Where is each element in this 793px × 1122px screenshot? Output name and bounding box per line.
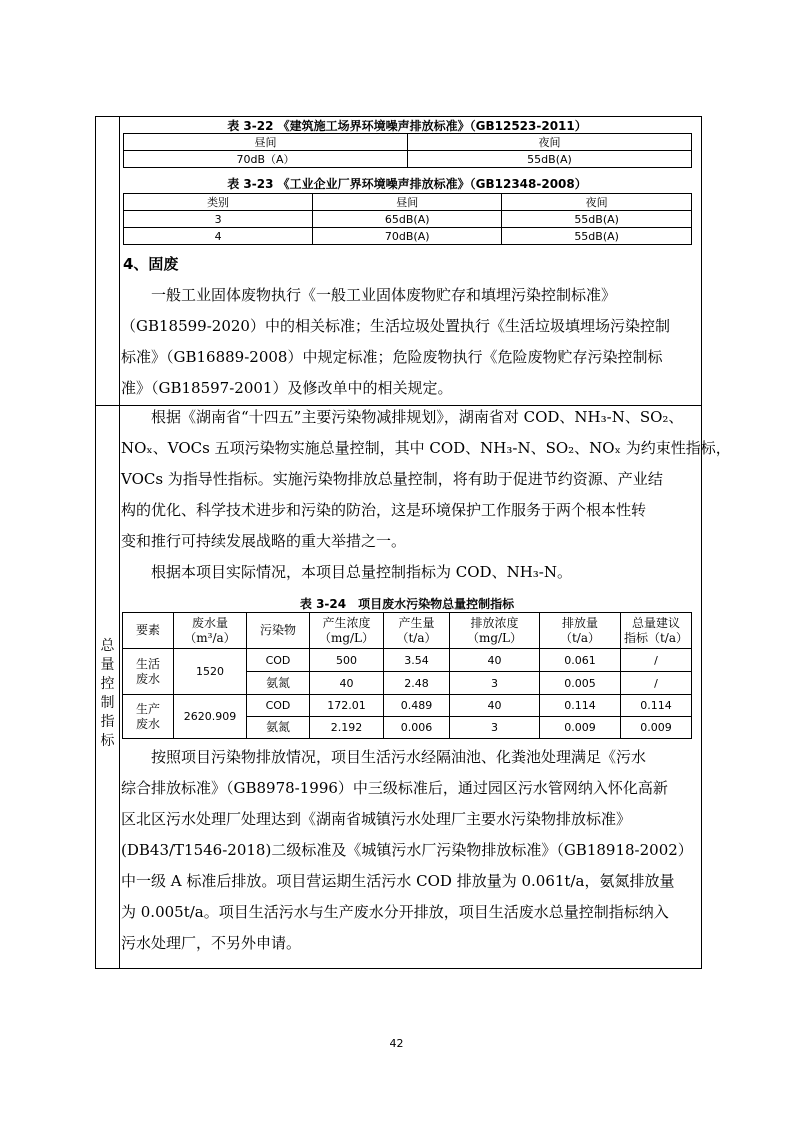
table-row bbox=[123, 649, 692, 672]
table-cell: 4 bbox=[124, 228, 313, 245]
table-header: 类别 bbox=[124, 194, 313, 211]
table-3-23-caption: 表 3-23 《工业企业厂界环境噪声排放标准》（GB12348-2008） bbox=[227, 177, 587, 191]
text-line: 标准》（GB16889-2008）中规定标准；危险废物执行《危险废物贮存污染控制标 bbox=[121, 348, 663, 366]
text-line: 中一级 A 标准后排放。项目营运期生活污水 COD 排放量为 0.061t/a，氨氮排放量 bbox=[121, 872, 675, 890]
column-divider bbox=[119, 117, 120, 968]
table-3-24 bbox=[122, 612, 692, 739]
table-cell: 0.114 bbox=[540, 695, 621, 717]
table-cell: 1520 bbox=[174, 649, 247, 695]
table-cell: 0.005 bbox=[540, 672, 621, 695]
table-cell: 2620.909 bbox=[174, 695, 247, 739]
text-line: (DB43/T1546-2018)二级标准及《城镇污水厂污染物排放标准》（GB18918-2002） bbox=[121, 841, 693, 859]
text-line: 构的优化、科学技术进步和污染的防治，这是环境保护工作服务于两个根本性转 bbox=[121, 501, 647, 519]
text-line: 准》（GB18597-2001）及修改单中的相关规定。 bbox=[121, 379, 453, 397]
table-3-24-caption: 表 3-24 项目废水污染物总量控制指标 bbox=[299, 597, 515, 611]
table-cell: 0.009 bbox=[621, 717, 692, 739]
table-cell: 40 bbox=[450, 649, 540, 672]
after-table-paragraph bbox=[121, 742, 693, 959]
table-header: 排放量 （t/a） bbox=[540, 613, 621, 649]
table-cell: COD bbox=[247, 695, 310, 717]
table-3-23 bbox=[123, 193, 692, 245]
side-label bbox=[96, 637, 119, 751]
text-line: 综合排放标准》（GB8978-1996）中三级标准后，通过园区污水管网纳入怀化高新 bbox=[121, 779, 668, 797]
table-cell: COD bbox=[247, 649, 310, 672]
text-line: VOCs 为指导性指标。实施污染物排放总量控制，将有助于促进节约资源、产业结 bbox=[121, 470, 663, 488]
table-3-22-caption: 表 3-22 《建筑施工场界环境噪声排放标准》（GB12523-2011） bbox=[227, 119, 587, 133]
table-cell: 40 bbox=[450, 695, 540, 717]
table-cell: 氨氮 bbox=[247, 672, 310, 695]
side-label-char: 标 bbox=[100, 733, 115, 749]
side-label-char: 量 bbox=[100, 657, 115, 673]
table-header: 总量建议 指标（t/a） bbox=[621, 613, 692, 649]
table-cell: 0.489 bbox=[384, 695, 450, 717]
text-line: 污水处理厂，不另外申请。 bbox=[121, 934, 302, 952]
table-cell: 2.48 bbox=[384, 672, 450, 695]
table-cell: 3.54 bbox=[384, 649, 450, 672]
table-cell: 3 bbox=[124, 211, 313, 228]
table-cell: 500 bbox=[310, 649, 384, 672]
table-cell: 生活 废水 bbox=[123, 649, 174, 695]
table-cell: 0.061 bbox=[540, 649, 621, 672]
table-row bbox=[124, 211, 692, 228]
table-row bbox=[123, 695, 692, 717]
total-control-paragraph bbox=[121, 402, 731, 588]
solid-waste-paragraph bbox=[121, 280, 693, 404]
table-header: 夜间 bbox=[502, 194, 692, 211]
table-cell: 0.114 bbox=[621, 695, 692, 717]
text-line: 根据本项目实际情况，本项目总量控制指标为 COD、NH₃-N。 bbox=[151, 563, 572, 581]
text-line: 按照项目污染物排放情况，项目生活污水经隔油池、化粪池处理满足《污水 bbox=[151, 748, 647, 766]
table-cell: 氨氮 bbox=[247, 717, 310, 739]
table-row bbox=[124, 228, 692, 245]
table-3-22 bbox=[123, 133, 692, 168]
table-cell: 55dB(A) bbox=[408, 151, 692, 168]
side-label-char: 控 bbox=[100, 676, 115, 692]
page-number: 42 bbox=[389, 1037, 404, 1050]
table-cell: / bbox=[621, 672, 692, 695]
table-cell: 55dB(A) bbox=[502, 211, 692, 228]
text-line: 变和推行可持续发展战略的重大举措之一。 bbox=[121, 532, 407, 550]
table-cell: 172.01 bbox=[310, 695, 384, 717]
table-cell: 70dB（A） bbox=[124, 151, 408, 168]
table-header: 昼间 bbox=[313, 194, 502, 211]
table-header: 要素 bbox=[123, 613, 174, 649]
table-header: 污染物 bbox=[247, 613, 310, 649]
section-heading: 4、固废 bbox=[123, 255, 179, 273]
table-cell: 2.192 bbox=[310, 717, 384, 739]
table-header: 产生量 （t/a） bbox=[384, 613, 450, 649]
table-cell: 70dB(A) bbox=[313, 228, 502, 245]
table-cell: 3 bbox=[450, 717, 540, 739]
side-label-char: 制 bbox=[100, 695, 115, 711]
text-line: 一般工业固体废物执行《一般工业固体废物贮存和填埋污染控制标准》 bbox=[151, 286, 617, 304]
side-label-char: 指 bbox=[100, 714, 115, 730]
table-cell: 0.009 bbox=[540, 717, 621, 739]
table-cell: 0.006 bbox=[384, 717, 450, 739]
text-line: 为 0.005t/a。项目生活污水与生产废水分开排放，项目生活废水总量控制指标纳入 bbox=[121, 903, 669, 921]
side-label-char: 总 bbox=[100, 638, 115, 654]
table-header: 产生浓度 （mg/L） bbox=[310, 613, 384, 649]
table-cell: 3 bbox=[450, 672, 540, 695]
table-cell: 65dB(A) bbox=[313, 211, 502, 228]
table-header: 排放浓度 （mg/L） bbox=[450, 613, 540, 649]
text-line: 根据《湖南省“十四五”主要污染物减排规划》，湖南省对 COD、NH₃-N、SO₂、 bbox=[151, 408, 684, 426]
table-header: 废水量 （m³/a） bbox=[174, 613, 247, 649]
table-cell: 生产 废水 bbox=[123, 695, 174, 739]
text-line: 区北区污水处理厂处理达到《湖南省城镇污水处理厂主要水污染物排放标准》 bbox=[121, 810, 632, 828]
table-cell: 55dB(A) bbox=[502, 228, 692, 245]
table-cell: / bbox=[621, 649, 692, 672]
table-cell: 40 bbox=[310, 672, 384, 695]
table-header: 夜间 bbox=[408, 134, 692, 151]
text-line: （GB18599-2020）中的相关标准；生活垃圾处置执行《生活垃圾填埋场污染控制 bbox=[121, 317, 670, 335]
text-line: NOₓ、VOCs 五项污染物实施总量控制，其中 COD、NH₃-N、SO₂、NOₓ 为约束性指标， bbox=[121, 439, 731, 457]
table-header: 昼间 bbox=[124, 134, 408, 151]
